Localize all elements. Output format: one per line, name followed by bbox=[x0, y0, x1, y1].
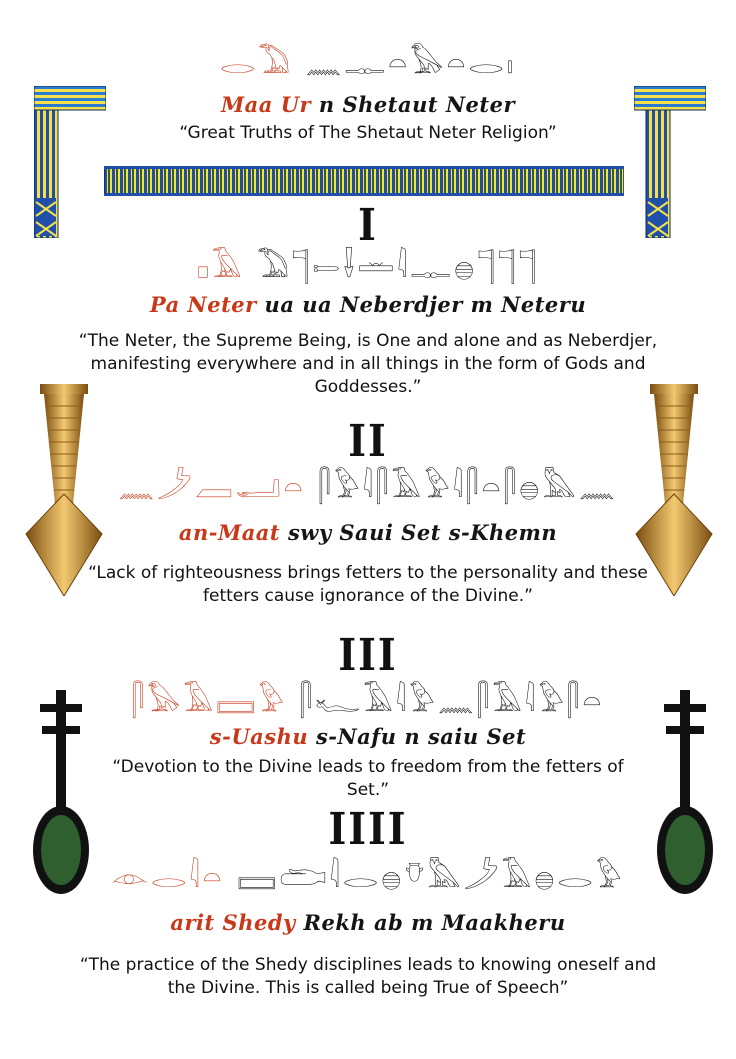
truth-1-translit-black: ua ua Neberdjer m Neteru bbox=[264, 292, 587, 317]
truth-3-hieroglyphs-black: 𓋴𓆑𓄿𓇋𓅱𓈖𓋴𓄿𓇋𓅱𓋴𓏏 bbox=[299, 684, 605, 719]
truth-2-quote bbox=[80, 562, 656, 608]
truth-2-hieroglyphs-black: 𓋴𓅱𓇋𓋴𓄿𓅱𓇋𓋴𓏏𓋴𓐍𓅓𓈖 bbox=[318, 470, 618, 505]
truth-3-hieroglyphs bbox=[0, 684, 736, 720]
truth-4-quote-line: the Divine. This is called being True of Speech” bbox=[167, 978, 569, 998]
header-translit-red: Maa Ur bbox=[220, 92, 312, 117]
truth-4-transliteration bbox=[0, 910, 736, 935]
truth-2-transliteration bbox=[0, 520, 736, 545]
truth-2-translit-red: an-Maat bbox=[178, 520, 281, 545]
truth-4-quote bbox=[70, 954, 666, 1000]
truth-3-translit-red: s-Uashu bbox=[209, 724, 309, 749]
truth-2-quote-line: “Lack of righteousness brings fetters to the personality and these bbox=[88, 563, 648, 583]
truth-1-quote-line: “The Neter, the Supreme Being, is One and alone and as Neberdjer, bbox=[78, 331, 658, 351]
truth-4-hieroglyphs bbox=[0, 860, 736, 896]
truth-3-hieroglyphs-red: 𓋴𓅃𓄿𓈙𓅱 bbox=[131, 684, 288, 719]
truth-3-numeral: III bbox=[338, 628, 398, 681]
truth-2-hieroglyphs-red: 𓈖𓌳𓐙𓂝𓏏 bbox=[118, 470, 306, 505]
truth-1-hieroglyphs-black: 𓅐𓊹𓍿𓌢𓏛𓇋𓊃𓐍𓊹𓊹𓊹 bbox=[257, 250, 540, 285]
header-transliteration bbox=[0, 92, 736, 117]
truth-1-quote bbox=[60, 330, 676, 399]
truth-2-quote-line: fetters cause ignorance of the Divine.” bbox=[203, 586, 533, 606]
header-hieroglyphs-red: 𓂋𓅐 bbox=[219, 46, 293, 81]
header-hieroglyphs-black: 𓈖𓊃𓏏𓅃𓏏𓂋𓏤 bbox=[305, 46, 517, 81]
truth-3-translit-black: s-Nafu n saiu Set bbox=[315, 724, 527, 749]
decorative-band-icon bbox=[104, 166, 624, 196]
truth-1-quote-line: manifesting everywhere and in all things in the form of Gods and bbox=[90, 354, 646, 374]
truth-1-hieroglyphs-red: 𓊪𓄿 bbox=[196, 250, 245, 285]
truth-2-numeral: II bbox=[348, 414, 388, 467]
truth-1-transliteration bbox=[0, 292, 736, 317]
header-translit-black: n Shetaut Neter bbox=[318, 92, 516, 117]
truth-1-translit-red: Pa Neter bbox=[149, 292, 257, 317]
truth-4-hieroglyphs-red: 𓁹𓂋𓇋𓏏 bbox=[111, 860, 225, 895]
truth-2-hieroglyphs bbox=[0, 470, 736, 506]
truth-3-transliteration bbox=[0, 724, 736, 749]
header-hieroglyphs bbox=[0, 46, 736, 82]
truth-4-translit-black: Rekh ab m Maakheru bbox=[303, 910, 566, 935]
truth-2-translit-black: swy Saui Set s-Khemn bbox=[287, 520, 558, 545]
truth-4-numeral: IIII bbox=[328, 802, 408, 855]
truth-3-quote: “Devotion to the Divine leads to freedom from the fetters of Set.” bbox=[112, 757, 624, 800]
truth-1-hieroglyphs bbox=[0, 250, 736, 286]
header-quote: “Great Truths of The Shetaut Neter Religion” bbox=[179, 123, 557, 143]
truth-4-translit-red: arit Shedy bbox=[170, 910, 296, 935]
truth-1-quote-line: Goddesses.” bbox=[314, 377, 422, 397]
truth-4-quote-line: “The practice of the Shedy disciplines leads to knowing oneself and bbox=[79, 955, 657, 975]
truth-1-numeral: I bbox=[358, 198, 378, 251]
truth-4-hieroglyphs-black: 𓈙𓂧𓇋𓂋𓐍𓄣𓅓𓌳𓄿𓐍𓂋𓅱 bbox=[237, 860, 625, 895]
